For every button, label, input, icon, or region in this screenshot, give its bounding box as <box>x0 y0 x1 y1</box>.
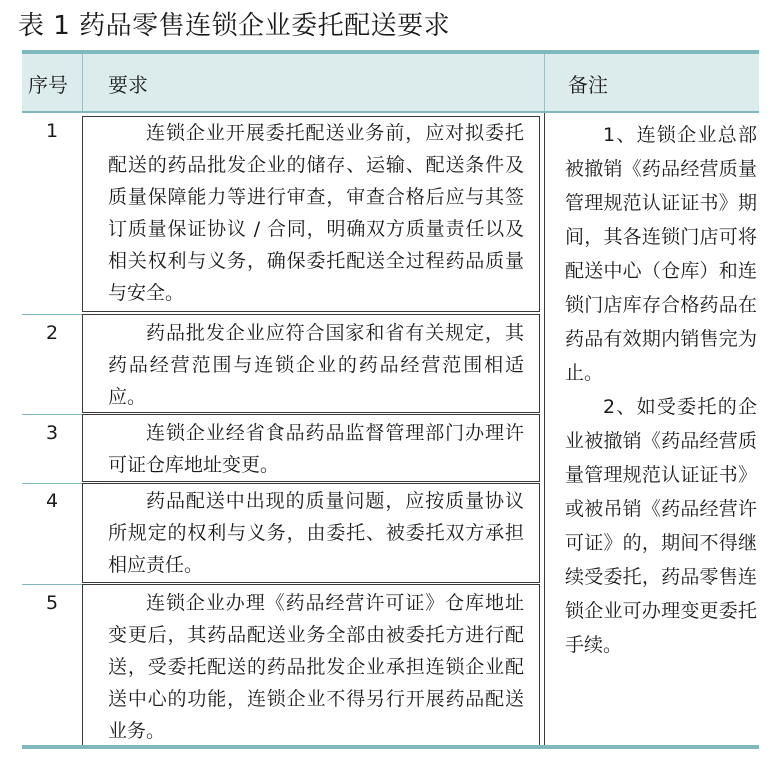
row-divider <box>22 414 82 415</box>
row-divider <box>22 584 82 585</box>
requirement-text-1: 连锁企业开展委托配送业务前，应对拟委托配送的药品批发企业的储存、运输、配送条件及质量保障能力等进行审查，审查合格后应与其签订质量保证协议 / 合同，明确双方质量责任以及相关权利与义务，确保委托配送全过程药品质量与安全。 <box>108 122 524 304</box>
header-separator <box>544 54 545 111</box>
table-bottom-rule <box>22 745 759 749</box>
header-requirement: 要求 <box>108 73 148 97</box>
remark-column-border <box>544 113 545 745</box>
requirement-text-3: 连锁企业经省食品药品监督管理部门办理许可证仓库地址变更。 <box>108 422 524 476</box>
row-number-4: 4 <box>45 490 59 512</box>
row-number-2: 2 <box>45 322 59 344</box>
requirement-text-2: 药品批发企业应符合国家和省有关规定，其药品经营范围与连锁企业的药品经营范围相适应。 <box>108 322 524 408</box>
header-bottom-rule <box>22 111 759 113</box>
requirement-text-5: 连锁企业办理《药品经营许可证》仓库地址变更后，其药品配送业务全部由被委托方进行配送，受委托配送的药品批发企业承担连锁企业配送中心的功能，连锁企业不得另行开展药品配送业务。 <box>108 592 524 742</box>
row-divider <box>22 314 82 315</box>
row-number-3: 3 <box>45 422 59 444</box>
remark-cell <box>565 118 757 662</box>
header-num: 序号 <box>28 73 68 97</box>
header-separator <box>82 54 83 111</box>
header-remark: 备注 <box>568 73 608 97</box>
table-title: 表 1 药品零售连锁企业委托配送要求 <box>18 11 451 41</box>
remark-paragraph-1: 1、连锁企业总部被撤销《药品经营质量管理规范认证证书》期间，其各连锁门店可将配送中心（仓库）和连锁门店库存合格药品在药品有效期内销售完为止。 <box>565 124 757 384</box>
remark-paragraph-2: 2、如受委托的企业被撤销《药品经营质量管理规范认证证书》或被吊销《药品经营许可证》的，期间不得继续受委托，药品零售连锁企业可办理变更委托手续。 <box>565 396 757 656</box>
table-header <box>22 54 759 111</box>
row-number-1: 1 <box>45 120 59 142</box>
row-divider <box>22 483 82 484</box>
row-number-5: 5 <box>45 592 59 614</box>
requirement-text-4: 药品配送中出现的质量问题，应按质量协议所规定的权利与义务，由委托、被委托双方承担相应责任。 <box>108 490 524 576</box>
